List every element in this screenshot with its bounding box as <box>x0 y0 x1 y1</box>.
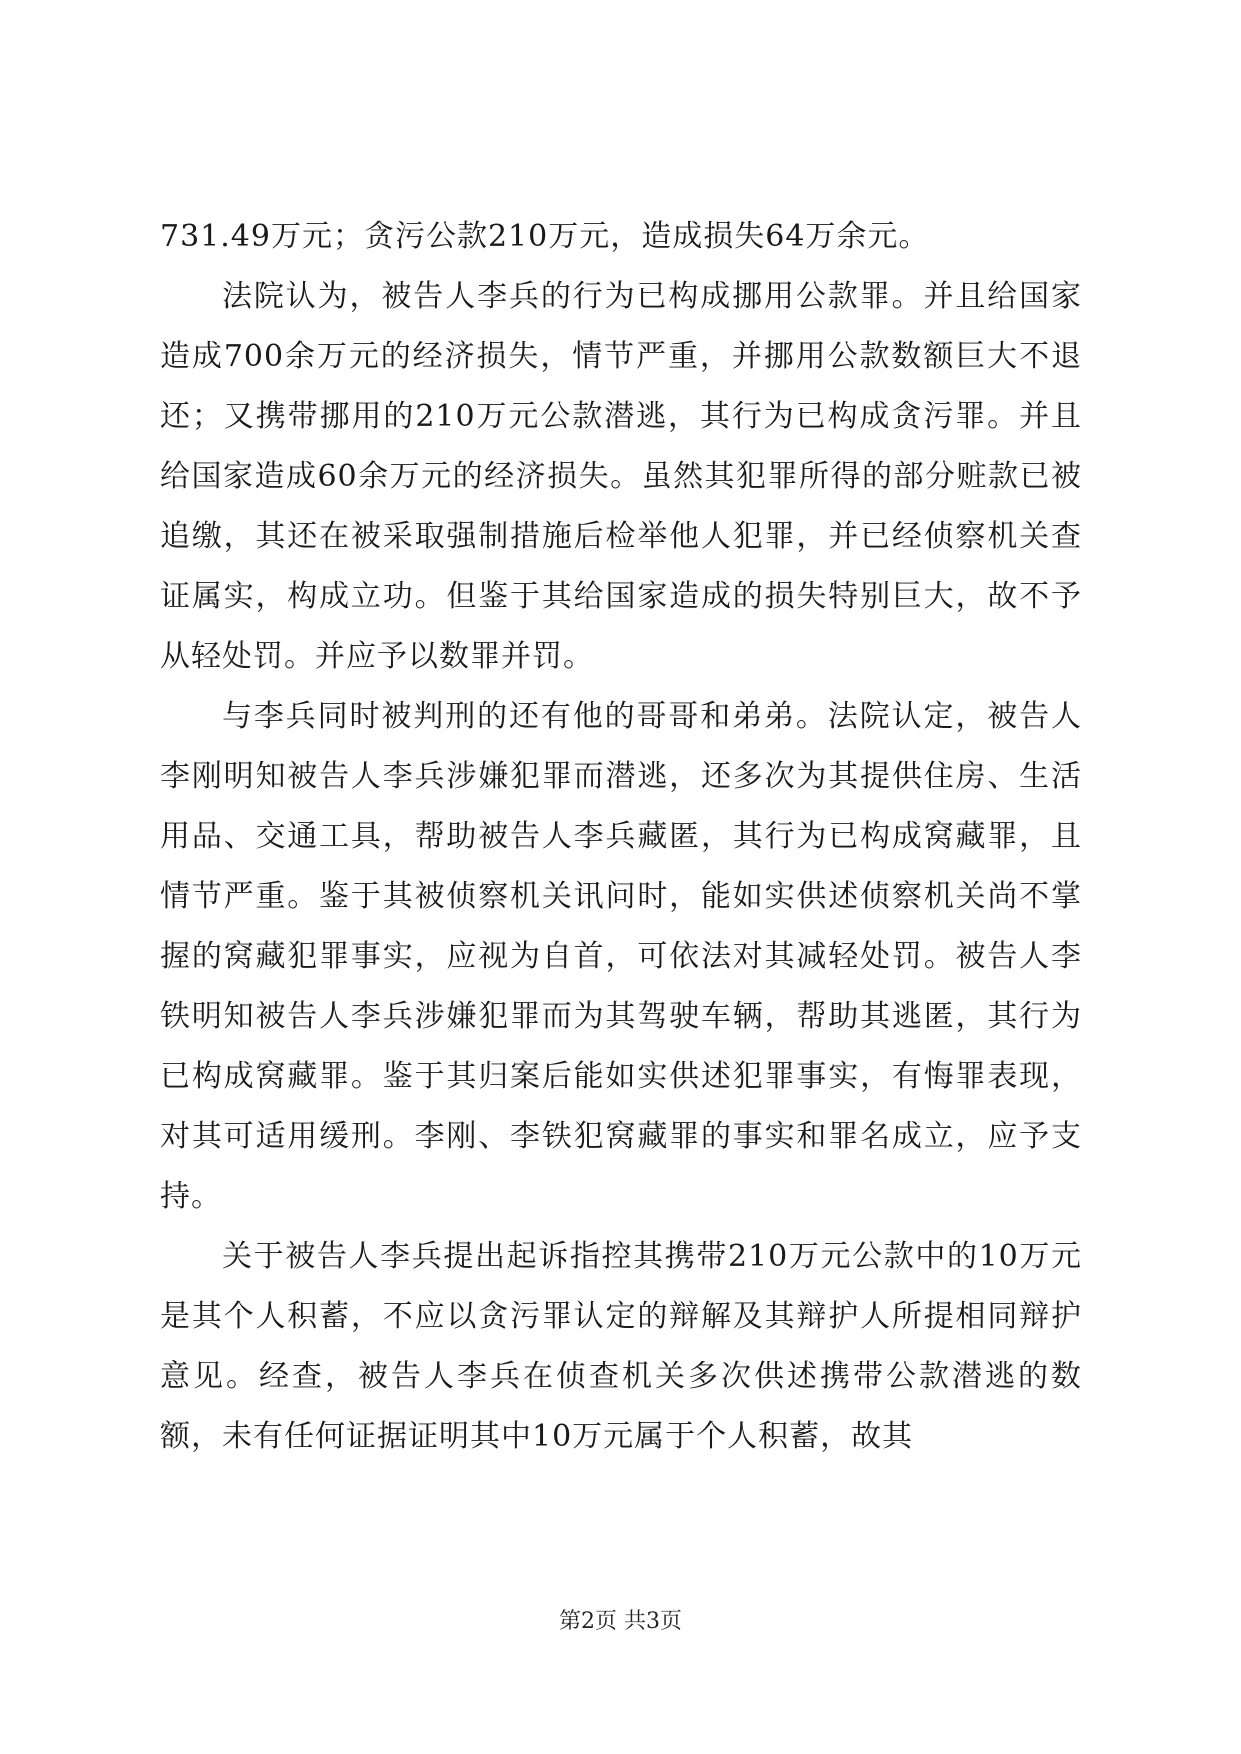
paragraph-court-opinion: 法院认为，被告人李兵的行为已构成挪用公款罪。并且给国家造成700余万元的经济损失，情节严重，并挪用公款数额巨大不退还；又携带挪用的210万元公款潜逃，其行为已构成贪污罪。并且给国家造成60余万元的经济损失。虽然其犯罪所得的部分赃款已被追缴，其还在被采取强制措施后检举他人犯罪，并已经侦察机关查证属实，构成立功。但鉴于其给国家造成的损失特别巨大，故不予从轻处罚。并应予以数罪并罚。 <box>160 279 1082 674</box>
document-body <box>160 207 1082 1467</box>
page-footer: 第2页 共3页 <box>559 1609 682 1634</box>
paragraph-accomplices: 与李兵同时被判刑的还有他的哥哥和弟弟。法院认定，被告人李刚明知被告人李兵涉嫌犯罪而潜逃，还多次为其提供住房、生活用品、交通工具，帮助被告人李兵藏匿，其行为已构成窝藏罪，且情节严重。鉴于其被侦察机关讯问时，能如实供述侦察机关尚不掌握的窝藏犯罪事实，应视为自首，可依法对其减轻处罚。被告人李铁明知被告人李兵涉嫌犯罪而为其驾驶车辆，帮助其逃匿，其行为已构成窝藏罪。鉴于其归案后能如实供述犯罪事实，有悔罪表现，对其可适用缓刑。李刚、李铁犯窝藏罪的事实和罪名成立，应予支持。 <box>160 699 1082 1214</box>
paragraph-continuation: 731.49万元；贪污公款210万元，造成损失64万余元。 <box>160 219 930 254</box>
paragraph-defense-claim: 关于被告人李兵提出起诉指控其携带210万元公款中的10万元是其个人积蓄，不应以贪污罪认定的辩解及其辩护人所提相同辩护意见。经查，被告人李兵在侦查机关多次供述携带公款潜逃的数额，未有任何证据证明其中10万元属于个人积蓄，故其 <box>160 1239 1082 1454</box>
